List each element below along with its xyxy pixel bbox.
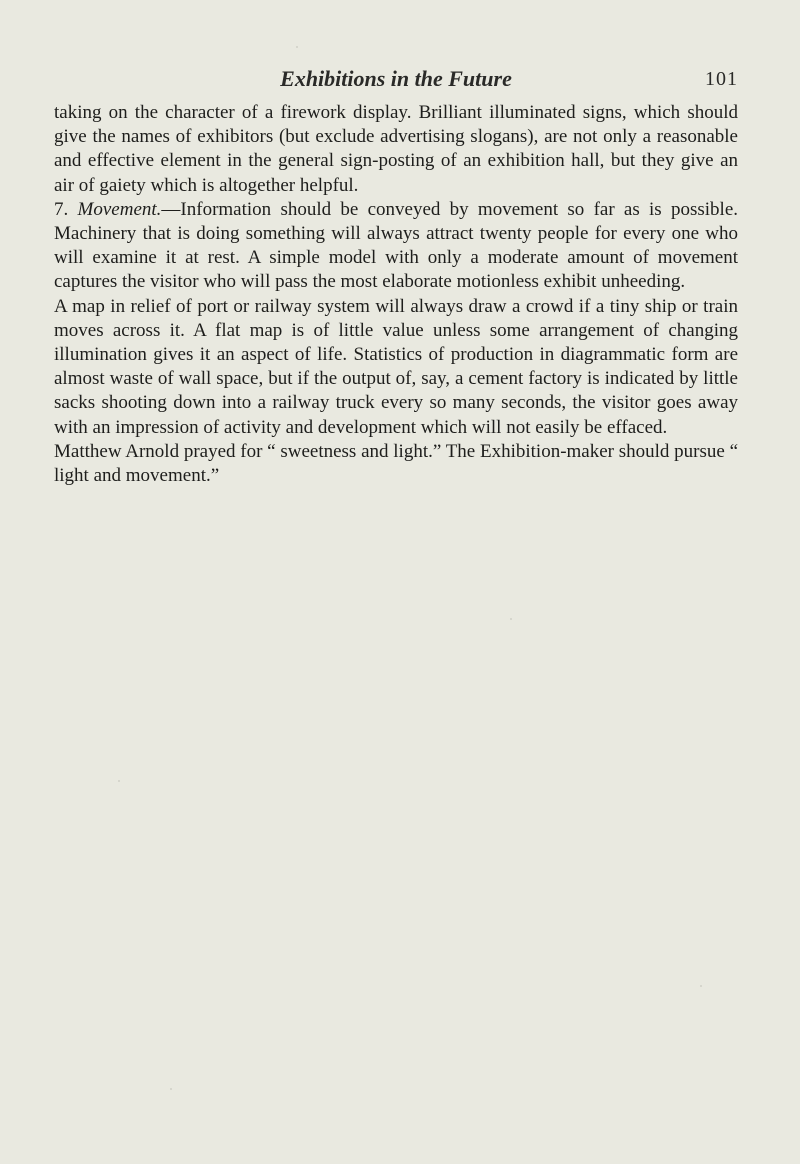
paragraph-2-text: —Information should be conveyed by movement so far as is possible. Machinery that is doing something will always attract twenty people for every one who will examine it at rest. A simple model with only a moderate amount of movement captures the visitor who will pass the most elaborate motionless exhibit unheeding.	[54, 198, 739, 293]
body-text	[54, 101, 738, 488]
running-head	[54, 64, 738, 94]
running-title: Exhibitions in the Future	[280, 66, 512, 91]
paper-speck	[510, 618, 512, 620]
section-number: 7.	[54, 198, 69, 220]
paragraph-3: A map in relief of port or railway system will always draw a crowd if a tiny ship or train moves across it. A flat map is of little value unless some arrangement of changing illumination gives it an aspect of life. Statistics of production in diagrammatic form are almost waste of wall space, but if the output of, say, a cement factory is indicated by little sacks shooting down into a railway truck every so many seconds, the visitor goes away with an impression of activity and development which will not easily be effaced.	[54, 295, 738, 438]
paragraph-1: taking on the character of a firework display. Brilliant illuminated signs, which should give the names of exhibitors (but exclude advertising slogans), are not only a reasonable and effective element in the general sign-posting of an exhibition hall, but they give an air of gaiety which is altogether helpful.	[54, 102, 738, 196]
paragraph-2	[54, 198, 738, 295]
paragraph-4: Matthew Arnold prayed for “ sweetness and light.” The Exhibition-maker should pursue “ light and movement.”	[54, 440, 739, 487]
section-heading: Movement.	[77, 198, 162, 220]
paper-speck	[118, 780, 120, 782]
paper-speck	[700, 985, 702, 987]
paper-speck	[296, 46, 298, 48]
paper-speck	[170, 1088, 172, 1090]
page-number: 101	[705, 68, 738, 90]
